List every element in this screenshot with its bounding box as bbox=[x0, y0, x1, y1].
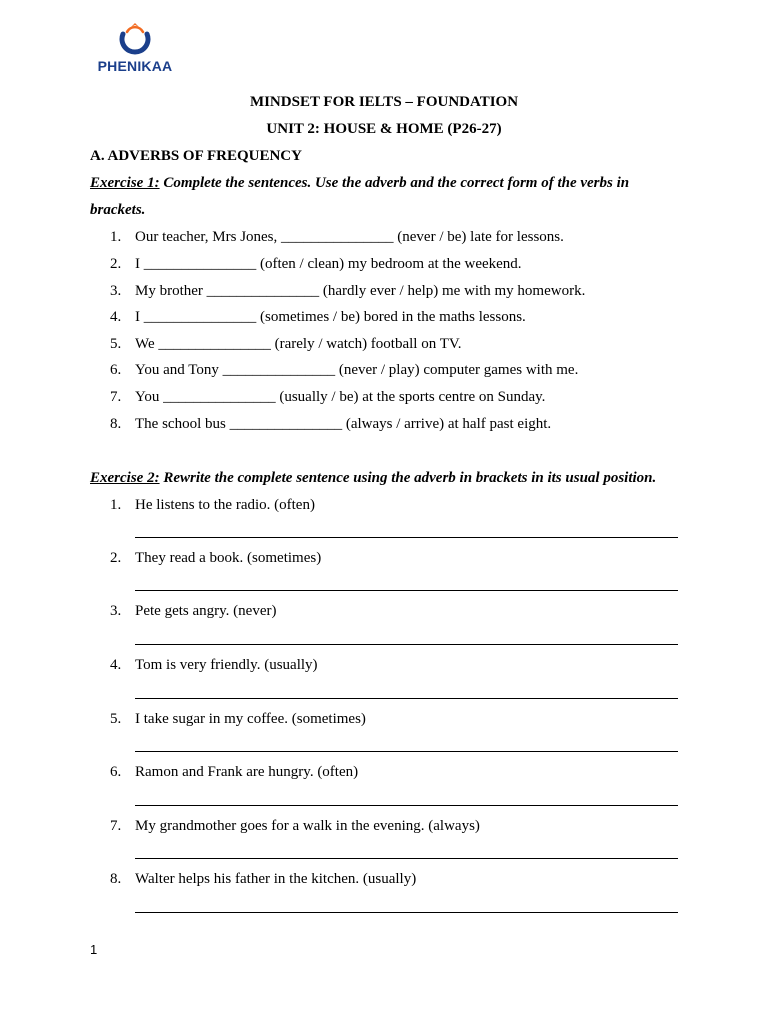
exercise-1-item bbox=[110, 336, 462, 353]
exercise-1-item bbox=[110, 309, 526, 326]
answer-line[interactable] bbox=[135, 751, 678, 752]
logo-ring-icon bbox=[115, 18, 155, 58]
item-text: They read a book. (sometimes) bbox=[135, 550, 322, 566]
exercise-2-instruction bbox=[90, 465, 680, 492]
exercise-1-instruction bbox=[90, 170, 680, 224]
item-number: 7. bbox=[110, 389, 122, 405]
exercise-2-item bbox=[110, 711, 366, 728]
page-number: 1 bbox=[90, 942, 98, 957]
item-text: I take sugar in my coffee. (sometimes) bbox=[135, 711, 366, 727]
exercise-1-item bbox=[110, 389, 545, 406]
exercise-2-item bbox=[110, 550, 321, 567]
item-number: 2. bbox=[110, 550, 122, 566]
item-text: He listens to the radio. (often) bbox=[135, 497, 315, 513]
item-text: My brother _______________ (hardly ever / help) me with my homework. bbox=[135, 283, 586, 299]
exercise-2-item bbox=[110, 603, 276, 620]
item-number: 1. bbox=[110, 229, 122, 245]
document-title: MINDSET FOR IELTS – FOUNDATION bbox=[249, 94, 519, 110]
answer-line[interactable] bbox=[135, 537, 678, 538]
item-text: Our teacher, Mrs Jones, _______________ (never / be) late for lessons. bbox=[135, 229, 564, 245]
item-number: 3. bbox=[110, 283, 122, 299]
item-text: I _______________ (often / clean) my bedroom at the weekend. bbox=[135, 256, 522, 272]
exercise-2-text: Rewrite the complete sentence using the adverb in brackets in its usual position. bbox=[159, 470, 657, 486]
section-heading: A. ADVERBS OF FREQUENCY bbox=[90, 148, 302, 164]
item-number: 2. bbox=[110, 256, 122, 272]
exercise-1-item bbox=[110, 229, 564, 246]
answer-line[interactable] bbox=[135, 805, 678, 806]
exercise-2-item bbox=[110, 497, 315, 514]
item-number: 6. bbox=[110, 764, 122, 780]
exercise-2-item bbox=[110, 764, 358, 781]
answer-line[interactable] bbox=[135, 858, 678, 859]
item-text: We _______________ (rarely / watch) football on TV. bbox=[135, 336, 462, 352]
item-number: 6. bbox=[110, 362, 122, 378]
item-number: 7. bbox=[110, 818, 122, 834]
exercise-1-item bbox=[110, 256, 522, 273]
exercise-1-label: Exercise 1: bbox=[90, 175, 160, 191]
item-number: 5. bbox=[110, 711, 122, 727]
item-text: My grandmother goes for a walk in the evening. (always) bbox=[135, 818, 480, 834]
item-text: The school bus _______________ (always / arrive) at half past eight. bbox=[135, 416, 552, 432]
item-number: 4. bbox=[110, 657, 122, 673]
item-number: 8. bbox=[110, 871, 122, 887]
exercise-1-text: Complete the sentences. Use the adverb and the correct form of the verbs in brackets. bbox=[90, 175, 630, 218]
logo-text: PHENIKAA bbox=[97, 58, 173, 74]
item-text: Walter helps his father in the kitchen. (usually) bbox=[135, 871, 417, 887]
exercise-1-item bbox=[110, 362, 578, 379]
answer-line[interactable] bbox=[135, 912, 678, 913]
item-number: 4. bbox=[110, 309, 122, 325]
item-number: 1. bbox=[110, 497, 122, 513]
unit-title: UNIT 2: HOUSE & HOME (P26-27) bbox=[266, 121, 502, 137]
item-text: You and Tony _______________ (never / play) computer games with me. bbox=[135, 362, 579, 378]
item-number: 5. bbox=[110, 336, 122, 352]
exercise-2-item bbox=[110, 871, 416, 888]
exercise-2-item bbox=[110, 818, 480, 835]
item-text: Tom is very friendly. (usually) bbox=[135, 657, 318, 673]
item-text: You _______________ (usually / be) at the sports centre on Sunday. bbox=[135, 389, 546, 405]
exercise-2-item bbox=[110, 657, 318, 674]
item-text: Ramon and Frank are hungry. (often) bbox=[135, 764, 359, 780]
item-number: 3. bbox=[110, 603, 122, 619]
exercise-1-item bbox=[110, 416, 551, 433]
answer-line[interactable] bbox=[135, 644, 678, 645]
item-text: I _______________ (sometimes / be) bored in the maths lessons. bbox=[135, 309, 526, 325]
exercise-2-label: Exercise 2: bbox=[90, 470, 160, 486]
phenikaa-logo bbox=[89, 18, 181, 76]
exercise-1-item bbox=[110, 283, 585, 300]
answer-line[interactable] bbox=[135, 590, 678, 591]
item-text: Pete gets angry. (never) bbox=[135, 603, 277, 619]
item-number: 8. bbox=[110, 416, 122, 432]
answer-line[interactable] bbox=[135, 698, 678, 699]
